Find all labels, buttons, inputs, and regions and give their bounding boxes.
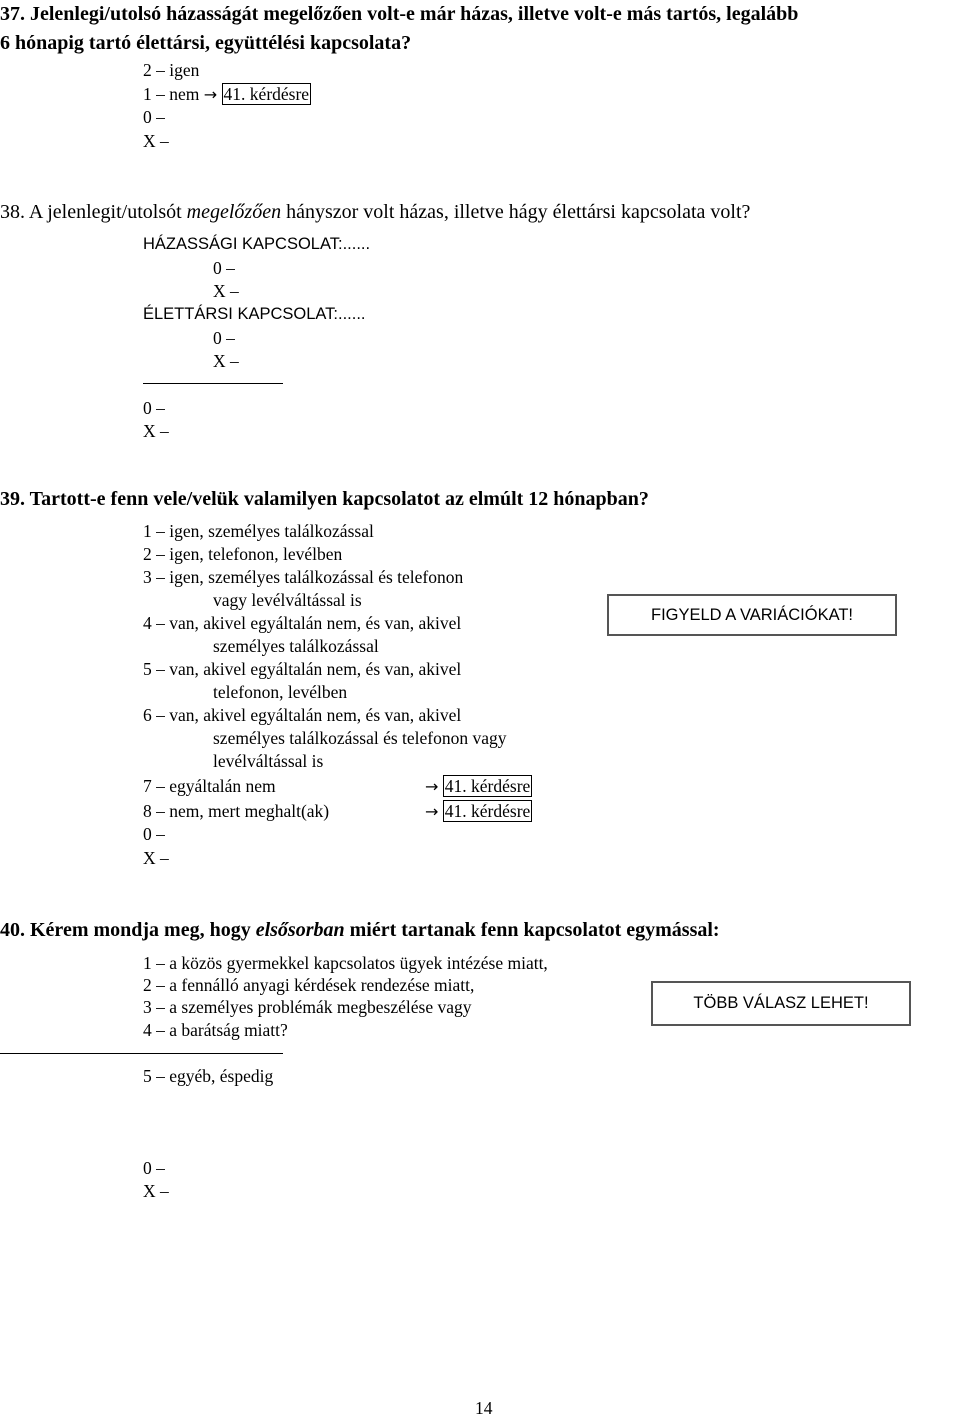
q40-title-prefix: 40. Kérem mondja meg, hogy — [0, 919, 256, 941]
q37-option-x: X – — [143, 131, 169, 151]
q40-option-4: 4 – a barátság miatt? — [143, 1020, 288, 1040]
q39-title: 39. Tartott-e fenn vele/velük valamilyen kapcsolatot az elmúlt 12 hónapban? — [0, 488, 649, 510]
q38-elettarsi-option-0: 0 – — [213, 328, 235, 348]
q40-option-1: 1 – a közös gyermekkel kapcsolatos ügyek intézése miatt, — [143, 953, 548, 973]
q39-option-8: 8 – nem, mert meghalt(ak) — [143, 801, 330, 821]
q40-divider — [0, 1053, 283, 1054]
page-number: 14 — [475, 1398, 493, 1418]
q37-option-igen: 2 – igen — [143, 60, 200, 80]
q38-title-prefix: 38. A jelenlegit/utolsót — [0, 201, 187, 223]
q40-title-suffix: miért tartanak fenn kapcsolatot egymással: — [344, 919, 720, 941]
q38-option-0: 0 – — [143, 398, 165, 418]
q40-title-emphasis: elsősorban — [255, 919, 345, 941]
q39-option-8-skip — [425, 803, 532, 821]
q40-note-box: TÖBB VÁLASZ LEHET! — [651, 981, 911, 1026]
q38-option-x: X – — [143, 421, 169, 441]
q39-option-0: 0 – — [143, 824, 165, 844]
q38-divider — [143, 383, 283, 384]
q39-option-5: 5 – van, akivel egyáltalán nem, és van, akivel — [143, 659, 462, 679]
q39-option-7-skip — [425, 778, 532, 796]
q38-elettarsi-label: ÉLETTÁRSI KAPCSOLAT:...... — [143, 305, 366, 323]
q38-hazassagi-option-0: 0 – — [213, 258, 235, 278]
q40-title — [0, 920, 720, 940]
q39-option-x: X – — [143, 848, 169, 868]
q40-option-3: 3 – a személyes problémák megbeszélése vagy — [143, 997, 472, 1017]
q38-hazassagi-option-x: X – — [213, 281, 239, 301]
arrow-right-icon: → — [425, 802, 439, 821]
q38-elettarsi-option-x: X – — [213, 351, 239, 371]
q40-option-2: 2 – a fennálló anyagi kérdések rendezése miatt, — [143, 975, 475, 995]
q39-option-3: 3 – igen, személyes találkozással és telefonon — [143, 567, 464, 587]
q39-option-7: 7 – egyáltalán nem — [143, 776, 276, 796]
q37-skip-box: 41. kérdésre — [223, 84, 310, 104]
q37-title-line2: 6 hónapig tartó élettársi, együttélési kapcsolata? — [0, 32, 412, 54]
q37-title-line1: 37. Jelenlegi/utolsó házasságát megelőzően volt-e már házas, illetve volt-e más tartós, legalább — [0, 3, 799, 25]
q37-option-nem-label: 1 – nem — [143, 84, 200, 104]
q37-option-nem — [143, 86, 311, 104]
q37-option-0: 0 – — [143, 107, 165, 127]
q38-title-emphasis: megelőzően — [186, 201, 282, 223]
q39-note-box: FIGYELD A VARIÁCIÓKAT! — [607, 594, 897, 636]
q39-option-2: 2 – igen, telefonon, levélben — [143, 544, 343, 564]
arrow-right-icon: → — [425, 777, 439, 796]
q39-option-5-cont: telefonon, levélben — [213, 682, 348, 702]
q39-option-4-cont: személyes találkozással — [213, 636, 379, 656]
q40-option-x: X – — [143, 1181, 169, 1201]
q40-option-0: 0 – — [143, 1158, 165, 1178]
q39-option-6-cont: személyes találkozással és telefonon vagy — [213, 728, 507, 748]
q38-title-suffix: hányszor volt házas, illetve hágy élettársi kapcsolata volt? — [281, 201, 751, 223]
q39-option-6: 6 – van, akivel egyáltalán nem, és van, akivel — [143, 705, 462, 725]
q39-skip-box-7: 41. kérdésre — [444, 776, 531, 796]
q39-option-4: 4 – van, akivel egyáltalán nem, és van, akivel — [143, 613, 462, 633]
q39-skip-box-8: 41. kérdésre — [444, 801, 531, 821]
q40-option-5: 5 – egyéb, éspedig — [143, 1066, 274, 1086]
q38-hazassagi-label: HÁZASSÁGI KAPCSOLAT:...... — [143, 235, 371, 253]
q39-option-6-cont2: levélváltással is — [213, 751, 324, 771]
q38-title — [0, 202, 750, 222]
arrow-right-icon: → — [203, 85, 218, 104]
q39-option-1: 1 – igen, személyes találkozással — [143, 521, 374, 541]
q39-option-3-cont: vagy levélváltással is — [213, 590, 362, 610]
